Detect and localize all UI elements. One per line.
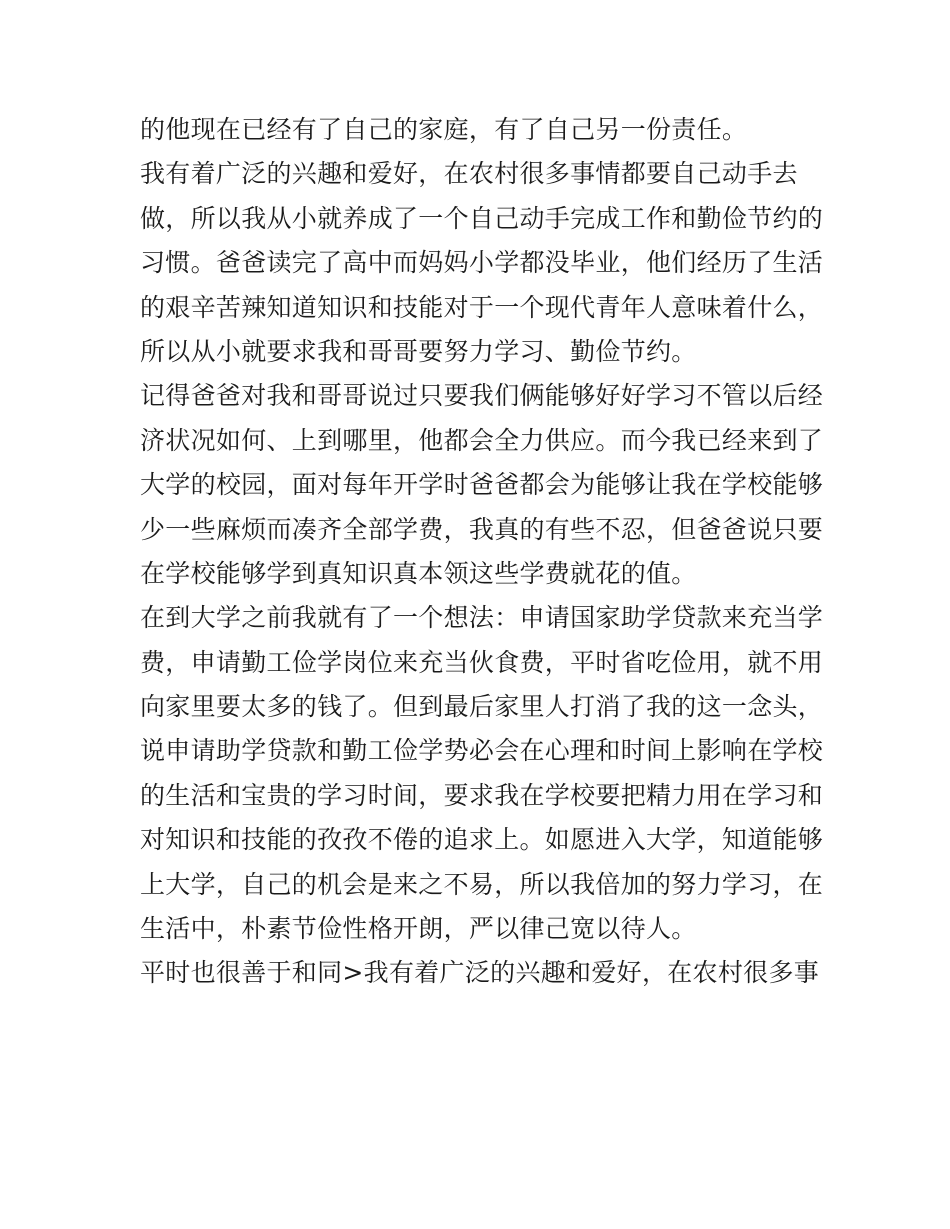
text-line: 费，申请勤工俭学岗位来充当伙食费，平时省吃俭用，就不用	[140, 647, 824, 677]
text-line: 济状况如何、上到哪里，他都会全力供应。而今我已经来到了	[140, 425, 824, 455]
document-body	[140, 108, 830, 996]
text-line: 在到大学之前我就有了一个想法：申请国家助学贷款来充当学	[140, 603, 824, 633]
text-line: 在学校能够学到真知识真本领这些学费就花的值。	[140, 558, 697, 588]
text-line: 说申请助学贷款和勤工俭学势必会在心理和时间上影响在学校	[140, 736, 824, 766]
text-line: 的生活和宝贵的学习时间，要求我在学校要把精力用在学习和	[140, 780, 824, 810]
text-line: 所以从小就要求我和哥哥要努力学习、勤俭节约。	[140, 336, 697, 366]
text-line: 上大学，自己的机会是来之不易，所以我倍加的努力学习，在	[140, 869, 824, 899]
text-line: 对知识和技能的孜孜不倦的追求上。如愿进入大学，知道能够	[140, 825, 824, 855]
text-line: 的他现在已经有了自己的家庭，有了自己另一份责任。	[140, 115, 748, 144]
text-line: 少一些麻烦而凑齐全部学费，我真的有些不忍，但爸爸说只要	[140, 514, 824, 544]
text-line: 生活中，朴素节俭性格开朗，严以律己宽以待人。	[140, 914, 697, 944]
text-line: 的艰辛苦辣知道知识和技能对于一个现代青年人意味着什么，	[140, 292, 824, 322]
text-line: 我有着广泛的兴趣和爱好，在农村很多事情都要自己动手去	[140, 159, 798, 189]
text-line: 做，所以我从小就养成了一个自己动手完成工作和勤俭节约的	[140, 203, 824, 233]
text-line: 大学的校园，面对每年开学时爸爸都会为能够让我在学校能够	[140, 470, 824, 500]
text-line: 平时也很善于和同>我有着广泛的兴趣和爱好，在农村很多事	[140, 958, 820, 988]
text-line: 习惯。爸爸读完了高中而妈妈小学都没毕业，他们经历了生活	[140, 248, 824, 278]
text-line: 向家里要太多的钱了。但到最后家里人打消了我的这一念头，	[140, 692, 824, 722]
text-line: 记得爸爸对我和哥哥说过只要我们俩能够好好学习不管以后经	[140, 381, 824, 411]
